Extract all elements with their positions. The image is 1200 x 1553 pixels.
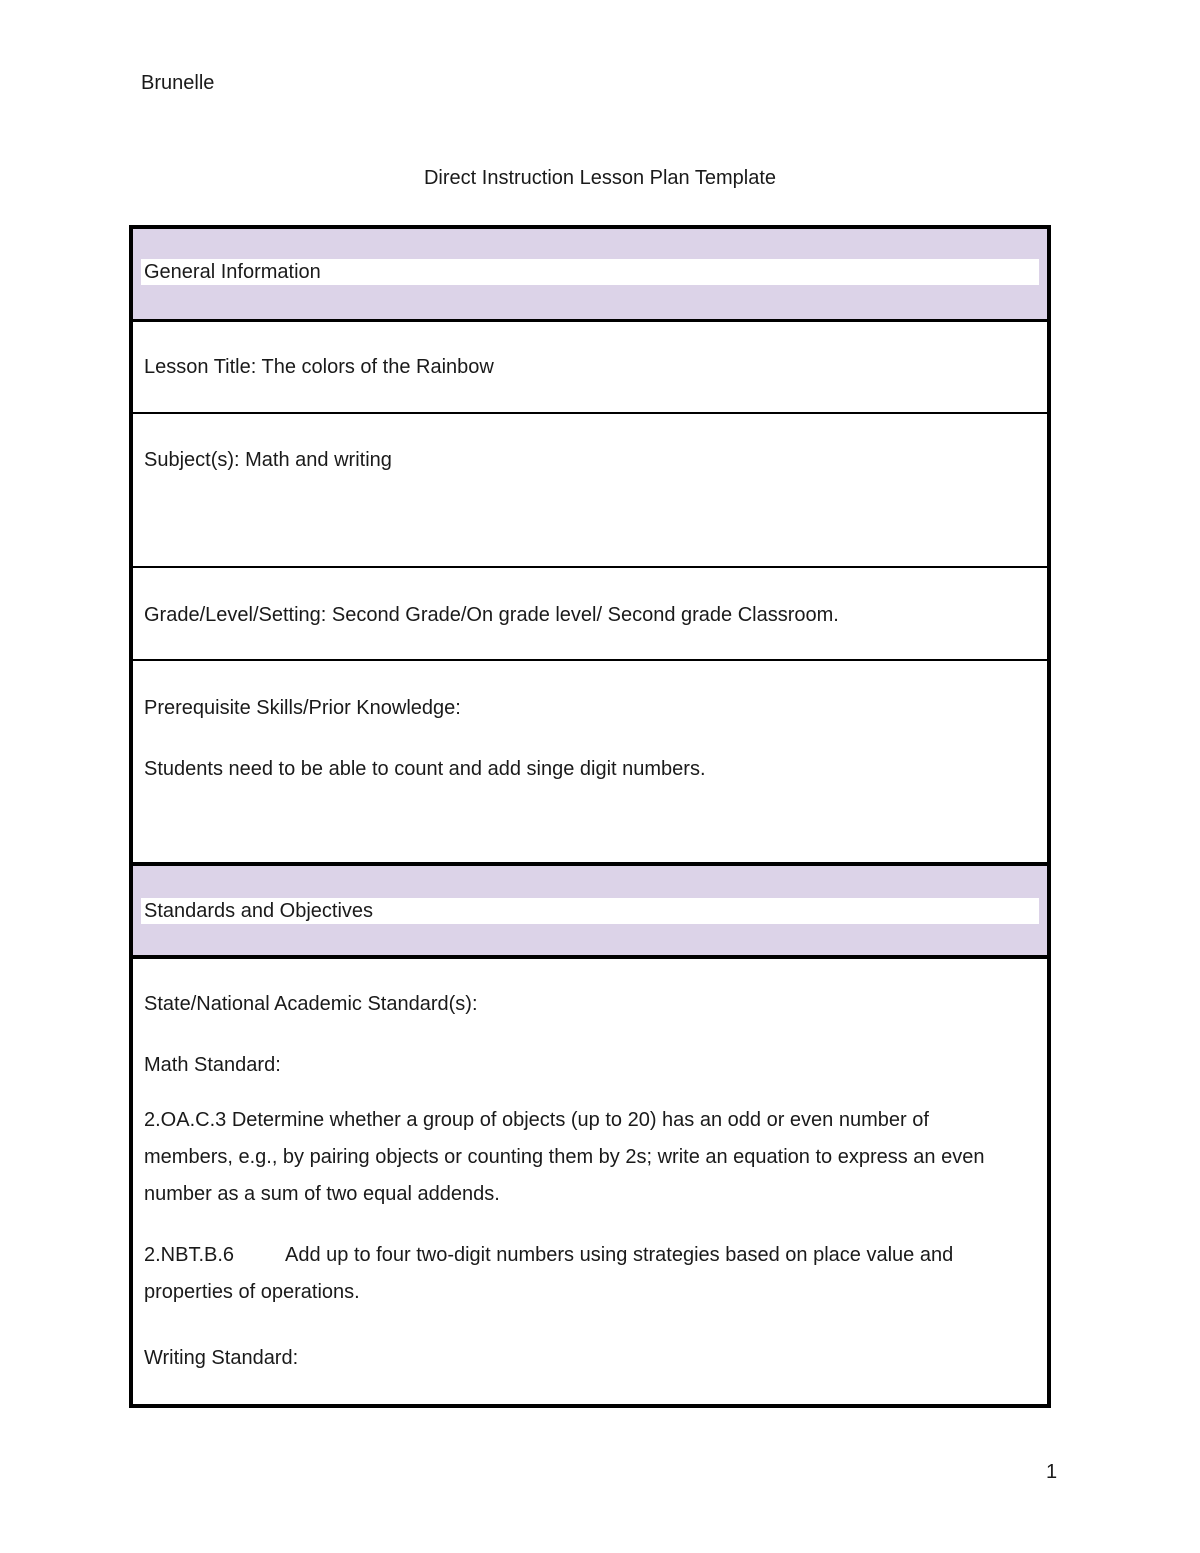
lesson-title-text: Lesson Title: The colors of the Rainbow bbox=[144, 356, 494, 378]
general-information-heading: General Information bbox=[141, 259, 1039, 285]
general-information-section-row bbox=[129, 225, 1051, 321]
lesson-title-row bbox=[129, 321, 1051, 414]
grade-level-setting-row bbox=[129, 568, 1051, 661]
state-national-standards-row bbox=[129, 958, 1051, 1407]
standard-code: 2.NBT.B.6 bbox=[144, 1244, 235, 1266]
subjects-row bbox=[129, 414, 1051, 568]
math-standard-heading: Math Standard: bbox=[144, 1054, 281, 1076]
prerequisite-text: Students need to be able to count and add singe digit numbers. bbox=[144, 758, 706, 780]
grade-level-setting-text: Grade/Level/Setting: Second Grade/On grade level/ Second grade Classroom. bbox=[144, 604, 839, 626]
row-divider bbox=[129, 862, 1051, 866]
header-author-name: Brunelle bbox=[141, 72, 215, 94]
subjects-text: Subject(s): Math and writing bbox=[144, 449, 392, 471]
state-national-standards-heading: State/National Academic Standard(s): bbox=[144, 993, 478, 1015]
document-title: Direct Instruction Lesson Plan Template bbox=[423, 167, 777, 189]
standards-objectives-section-row bbox=[129, 864, 1051, 958]
math-standard-2nbtb6 bbox=[144, 1237, 1007, 1311]
table-border-bottom bbox=[129, 1404, 1051, 1408]
math-standard-2oac3: 2.OA.C.3 Determine whether a group of objects (up to 20) has an odd or even number of members, e.g., by pairing objects or counting them by 2s; write an equation to express an even number as a sum of two equal addends. bbox=[144, 1109, 985, 1205]
writing-standard-heading: Writing Standard: bbox=[144, 1347, 299, 1369]
table-border-top bbox=[129, 225, 1051, 229]
row-divider bbox=[129, 659, 1051, 661]
row-divider bbox=[129, 955, 1051, 959]
standards-objectives-heading: Standards and Objectives bbox=[141, 898, 1039, 924]
prerequisite-row bbox=[129, 661, 1051, 864]
row-divider bbox=[129, 412, 1051, 414]
prerequisite-heading: Prerequisite Skills/Prior Knowledge: bbox=[144, 697, 461, 719]
row-divider bbox=[129, 566, 1051, 568]
page-number: 1 bbox=[1046, 1461, 1058, 1483]
row-divider bbox=[129, 319, 1051, 322]
standard-description: Add up to four two-digit numbers using strategies based on place value and properties of operations. bbox=[144, 1244, 954, 1303]
